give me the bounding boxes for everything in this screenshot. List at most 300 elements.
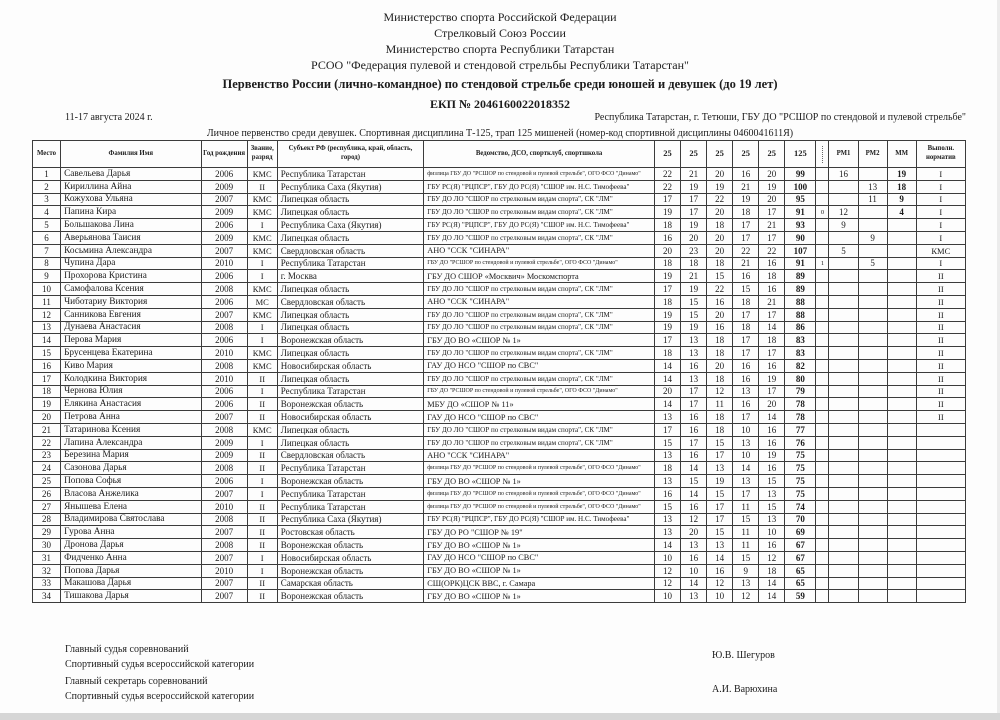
cell-region: Липецкая область (277, 423, 423, 436)
table-row (33, 577, 966, 590)
cell-name: Гурова Анна (61, 526, 201, 539)
cell-region: Воронежская область (277, 475, 423, 488)
cell-score-2: 19 (681, 219, 707, 232)
cell-mm (887, 372, 916, 385)
cell-name: Папина Кира (61, 206, 201, 219)
chief-secretary-role: Главный секретарь соревнований (65, 676, 208, 687)
cell-place: 23 (33, 449, 61, 462)
table-row (33, 347, 966, 360)
cell-year: 2007 (201, 411, 247, 424)
cell-rank: МС (247, 295, 277, 308)
cell-score-4: 16 (733, 270, 759, 283)
cell-year: 2007 (201, 308, 247, 321)
cell-score-2: 16 (681, 551, 707, 564)
cell-region: Республика Татарстан (277, 500, 423, 513)
cell-place: 14 (33, 334, 61, 347)
table-row (33, 449, 966, 462)
cell-score-5: 20 (759, 398, 785, 411)
cell-norm (916, 564, 965, 577)
meta-row (33, 112, 966, 125)
cell-club: ГБУ РС(Я) "РЦПСР", ГБУ ДО РС(Я) "СШОР им. Н.С. Тимофеева" (424, 219, 655, 232)
table-row (33, 385, 966, 398)
cell-norm (916, 577, 965, 590)
cell-score-3: 20 (707, 308, 733, 321)
cell-score-5: 16 (759, 436, 785, 449)
cell-score-5: 17 (759, 206, 785, 219)
cell-region: Липецкая область (277, 372, 423, 385)
cell-rank: КМС (247, 347, 277, 360)
cell-total: 88 (785, 295, 816, 308)
cell-score-3: 20 (707, 231, 733, 244)
cell-club: ГБУ ДО ЛО "СШОР по стрелковым видам спорта", СК "ЛМ" (424, 321, 655, 334)
cell-score-5: 10 (759, 526, 785, 539)
cell-total: 107 (785, 244, 816, 257)
cell-score-5: 17 (759, 347, 785, 360)
cell-shootoff (816, 475, 829, 488)
cell-shootoff (816, 283, 829, 296)
cell-place: 27 (33, 500, 61, 513)
cell-total: 91 (785, 257, 816, 270)
table-row (33, 244, 966, 257)
cell-region: Республика Татарстан (277, 168, 423, 181)
cell-norm (916, 526, 965, 539)
cell-total: 77 (785, 423, 816, 436)
cell-region: Свердловская область (277, 449, 423, 462)
col-header-region: Субъект РФ (республика, край, область, город) (277, 141, 423, 168)
cell-total: 75 (785, 475, 816, 488)
cell-rm1 (829, 295, 858, 308)
cell-mm (887, 385, 916, 398)
cell-rm2: 13 (858, 180, 887, 193)
cell-club: ГБУ ДО СШОР «Москвич» Москомспорта (424, 270, 655, 283)
cell-shootoff (816, 398, 829, 411)
cell-shootoff (816, 219, 829, 232)
col-header-series-2: 25 (681, 141, 707, 168)
cell-mm (887, 321, 916, 334)
cell-year: 2010 (201, 500, 247, 513)
cell-rm1 (829, 270, 858, 283)
cell-rm1 (829, 372, 858, 385)
cell-score-5: 21 (759, 295, 785, 308)
cell-rm2 (858, 487, 887, 500)
cell-club: ГБУ ДО ВО «СШОР № 1» (424, 475, 655, 488)
cell-score-4: 17 (733, 334, 759, 347)
cell-score-3: 18 (707, 219, 733, 232)
cell-place: 9 (33, 270, 61, 283)
cell-region: Воронежская область (277, 539, 423, 552)
cell-score-2: 19 (681, 283, 707, 296)
cell-total: 76 (785, 436, 816, 449)
cell-rm1 (829, 487, 858, 500)
cell-mm (887, 270, 916, 283)
cell-club: ГБУ ДО ЛО "СШОР по стрелковым видам спорта", СК "ЛМ" (424, 372, 655, 385)
cell-total: 67 (785, 539, 816, 552)
cell-rm2 (858, 526, 887, 539)
cell-total: 93 (785, 219, 816, 232)
cell-total: 59 (785, 590, 816, 603)
cell-rm2 (858, 219, 887, 232)
cell-club: ГБУ ДО ЛО "СШОР по стрелковым видам спорта", СК "ЛМ" (424, 423, 655, 436)
cell-score-4: 10 (733, 449, 759, 462)
cell-rm2 (858, 462, 887, 475)
cell-score-3: 17 (707, 513, 733, 526)
cell-score-3: 20 (707, 206, 733, 219)
cell-year: 2007 (201, 526, 247, 539)
cell-mm (887, 308, 916, 321)
cell-shootoff (816, 462, 829, 475)
cell-norm: II (916, 347, 965, 360)
cell-region: Новосибирская область (277, 359, 423, 372)
table-row (33, 168, 966, 181)
cell-score-2: 16 (681, 500, 707, 513)
table-row (33, 231, 966, 244)
org-line-2: Стрелковый Союз России (434, 26, 566, 40)
cell-rm2: 5 (858, 257, 887, 270)
cell-norm (916, 475, 965, 488)
cell-club: АНО "ССК "СИНАРА" (424, 295, 655, 308)
table-row (33, 295, 966, 308)
cell-mm (887, 334, 916, 347)
cell-year: 2007 (201, 577, 247, 590)
cell-norm: II (916, 385, 965, 398)
cell-score-1: 12 (654, 564, 680, 577)
cell-name: Петрова Анна (61, 411, 201, 424)
cell-score-1: 13 (654, 411, 680, 424)
cell-score-3: 10 (707, 590, 733, 603)
cell-year: 2009 (201, 231, 247, 244)
cell-score-3: 12 (707, 577, 733, 590)
cell-score-3: 14 (707, 551, 733, 564)
cell-rm2 (858, 513, 887, 526)
cell-score-2: 23 (681, 244, 707, 257)
cell-mm (887, 423, 916, 436)
cell-norm: I (916, 168, 965, 181)
cell-place: 29 (33, 526, 61, 539)
cell-shootoff (816, 385, 829, 398)
col-header-name: Фамилия Имя (61, 141, 201, 168)
cell-club: ГБУ ДО "РСШОР по стендовой и пулевой стрельбе", ОГО ФСО "Динамо" (424, 257, 655, 270)
cell-rm2 (858, 539, 887, 552)
cell-score-2: 13 (681, 539, 707, 552)
cell-score-3: 17 (707, 500, 733, 513)
cell-year: 2009 (201, 449, 247, 462)
cell-score-1: 17 (654, 423, 680, 436)
cell-score-4: 15 (733, 551, 759, 564)
cell-score-5: 17 (759, 308, 785, 321)
cell-score-5: 17 (759, 385, 785, 398)
cell-norm: II (916, 270, 965, 283)
col-header-series-4: 25 (733, 141, 759, 168)
cell-club: ГАУ ДО НСО "СШОР по СВС" (424, 551, 655, 564)
cell-score-1: 14 (654, 372, 680, 385)
cell-score-3: 15 (707, 487, 733, 500)
cell-shootoff (816, 168, 829, 181)
cell-rank: I (247, 219, 277, 232)
cell-norm (916, 500, 965, 513)
cell-score-2: 17 (681, 206, 707, 219)
cell-name: Попова Дарья (61, 564, 201, 577)
cell-region: Липецкая область (277, 193, 423, 206)
cell-score-3: 20 (707, 168, 733, 181)
cell-club: ГАУ ДО НСО "СШОР по СВС" (424, 411, 655, 424)
cell-score-3: 13 (707, 539, 733, 552)
cell-rm2 (858, 347, 887, 360)
cell-club: ГБУ ДО ЛО "СШОР по стрелковым видам спорта", СК "ЛМ" (424, 231, 655, 244)
cell-score-3: 18 (707, 257, 733, 270)
cell-norm: II (916, 398, 965, 411)
cell-score-1: 13 (654, 526, 680, 539)
table-row (33, 334, 966, 347)
cell-shootoff (816, 308, 829, 321)
cell-rm1: 5 (829, 244, 858, 257)
cell-shootoff (816, 500, 829, 513)
results-table (32, 140, 966, 603)
cell-year: 2008 (201, 359, 247, 372)
cell-rm2 (858, 283, 887, 296)
cell-score-4: 18 (733, 295, 759, 308)
cell-club: ГБУ ДО ЛО "СШОР по стрелковым видам спорта", СК "ЛМ" (424, 308, 655, 321)
cell-rank: I (247, 487, 277, 500)
cell-total: 67 (785, 551, 816, 564)
cell-score-1: 16 (654, 231, 680, 244)
cell-score-4: 17 (733, 411, 759, 424)
cell-rm2 (858, 577, 887, 590)
table-row (33, 308, 966, 321)
cell-club: ГБУ РС(Я) "РЦПСР", ГБУ ДО РС(Я) "СШОР им. Н.С. Тимофеева" (424, 513, 655, 526)
col-header-club: Ведомство, ДСО, спортклуб, спортшкола (424, 141, 655, 168)
cell-mm (887, 564, 916, 577)
cell-year: 2007 (201, 193, 247, 206)
cell-year: 2010 (201, 347, 247, 360)
cell-norm (916, 487, 965, 500)
cell-rank: II (247, 526, 277, 539)
shootoff-header-mark (822, 146, 823, 163)
cell-place: 34 (33, 590, 61, 603)
cell-score-2: 10 (681, 564, 707, 577)
cell-total: 100 (785, 180, 816, 193)
cell-year: 2009 (201, 206, 247, 219)
cell-rank: II (247, 590, 277, 603)
chief-judge-category: Спортивный судья всероссийской категории (65, 658, 255, 670)
cell-score-1: 18 (654, 295, 680, 308)
cell-club: физлица ГБУ ДО "РСШОР по стендовой и пулевой стрельбе", ОГО ФСО "Динамо" (424, 500, 655, 513)
table-body (33, 168, 966, 603)
cell-rm1 (829, 359, 858, 372)
cell-club: СШ(ОРК)ЦСК ВВС, г. Самара (424, 577, 655, 590)
cell-rm2 (858, 423, 887, 436)
cell-name: Елякина Анастасия (61, 398, 201, 411)
cell-place: 13 (33, 321, 61, 334)
cell-rm1 (829, 551, 858, 564)
cell-score-4: 9 (733, 564, 759, 577)
cell-name: Самофалова Ксения (61, 283, 201, 296)
cell-score-3: 22 (707, 193, 733, 206)
cell-total: 91 (785, 206, 816, 219)
cell-mm (887, 449, 916, 462)
cell-mm: 9 (887, 193, 916, 206)
cell-year: 2008 (201, 321, 247, 334)
cell-shootoff (816, 577, 829, 590)
cell-rm1 (829, 462, 858, 475)
cell-score-5: 22 (759, 244, 785, 257)
cell-mm: 18 (887, 180, 916, 193)
cell-rm2 (858, 449, 887, 462)
cell-score-1: 20 (654, 385, 680, 398)
cell-score-3: 18 (707, 372, 733, 385)
cell-place: 28 (33, 513, 61, 526)
cell-score-1: 12 (654, 577, 680, 590)
cell-name: Попова Софья (61, 475, 201, 488)
cell-score-3: 20 (707, 244, 733, 257)
cell-mm (887, 219, 916, 232)
cell-mm (887, 539, 916, 552)
cell-score-5: 16 (759, 359, 785, 372)
cell-shootoff (816, 231, 829, 244)
cell-rank: II (247, 372, 277, 385)
cell-club: МБУ ДО «СШОР № 11» (424, 398, 655, 411)
cell-score-2: 17 (681, 436, 707, 449)
cell-rank: КМС (247, 168, 277, 181)
cell-norm: II (916, 372, 965, 385)
cell-mm: 19 (887, 168, 916, 181)
cell-mm (887, 590, 916, 603)
chief-secretary-category: Спортивный судья всероссийской категории (65, 690, 255, 702)
cell-rm2 (858, 359, 887, 372)
cell-score-3: 15 (707, 436, 733, 449)
cell-score-4: 16 (733, 372, 759, 385)
cell-place: 30 (33, 539, 61, 552)
cell-region: Воронежская область (277, 334, 423, 347)
cell-score-2: 16 (681, 423, 707, 436)
cell-score-3: 18 (707, 423, 733, 436)
cell-score-4: 17 (733, 347, 759, 360)
cell-rank: II (247, 539, 277, 552)
cell-shootoff (816, 487, 829, 500)
cell-score-5: 13 (759, 487, 785, 500)
cell-rank: I (247, 270, 277, 283)
cell-score-3: 15 (707, 270, 733, 283)
cell-club: ГБУ ДО ВО «СШОР № 1» (424, 590, 655, 603)
cell-year: 2007 (201, 551, 247, 564)
cell-score-4: 17 (733, 487, 759, 500)
cell-rm1 (829, 334, 858, 347)
cell-year: 2007 (201, 244, 247, 257)
cell-score-5: 13 (759, 513, 785, 526)
cell-rm1 (829, 590, 858, 603)
cell-place: 17 (33, 372, 61, 385)
cell-name: Тишакова Дарья (61, 590, 201, 603)
cell-year: 2008 (201, 423, 247, 436)
cell-name: Большакова Лина (61, 219, 201, 232)
cell-score-5: 21 (759, 219, 785, 232)
cell-rm1 (829, 385, 858, 398)
chief-judge-block (65, 643, 254, 672)
cell-rank: I (247, 551, 277, 564)
cell-total: 83 (785, 347, 816, 360)
cell-name: Фидченко Анна (61, 551, 201, 564)
cell-mm (887, 475, 916, 488)
cell-region: Самарская область (277, 577, 423, 590)
cell-score-5: 17 (759, 231, 785, 244)
col-header-mm: ММ (887, 141, 916, 168)
cell-score-3: 19 (707, 475, 733, 488)
cell-score-5: 20 (759, 193, 785, 206)
table-row (33, 487, 966, 500)
cell-year: 2007 (201, 590, 247, 603)
cell-shootoff: 0 (816, 206, 829, 219)
cell-rm2 (858, 270, 887, 283)
cell-year: 2006 (201, 334, 247, 347)
cell-year: 2009 (201, 436, 247, 449)
cell-shootoff (816, 270, 829, 283)
cell-place: 31 (33, 551, 61, 564)
cell-score-1: 14 (654, 539, 680, 552)
cell-name: Колодкина Виктория (61, 372, 201, 385)
cell-score-2: 14 (681, 462, 707, 475)
cell-score-3: 18 (707, 347, 733, 360)
cell-score-1: 19 (654, 308, 680, 321)
cell-club: ГБУ ДО "РСШОР по стендовой и пулевой стрельбе", ОГО ФСО "Динамо" (424, 385, 655, 398)
cell-region: Новосибирская область (277, 551, 423, 564)
cell-rm2 (858, 551, 887, 564)
cell-score-1: 17 (654, 193, 680, 206)
table-row (33, 590, 966, 603)
table-row (33, 564, 966, 577)
cell-mm (887, 526, 916, 539)
cell-mm (887, 257, 916, 270)
header-row (33, 141, 966, 168)
cell-club: ГБУ РС(Я) "РЦПСР", ГБУ ДО РС(Я) "СШОР им. Н.С. Тимофеева" (424, 180, 655, 193)
cell-shootoff (816, 347, 829, 360)
table-row (33, 500, 966, 513)
cell-name: Власова Анжелика (61, 487, 201, 500)
cell-year: 2010 (201, 257, 247, 270)
cell-club: ГБУ ДО ВО «СШОР № 1» (424, 564, 655, 577)
cell-shootoff (816, 411, 829, 424)
cell-score-5: 18 (759, 270, 785, 283)
col-header-series-3: 25 (707, 141, 733, 168)
cell-rm2 (858, 321, 887, 334)
cell-total: 75 (785, 462, 816, 475)
cell-region: Свердловская область (277, 295, 423, 308)
cell-name: Перова Мария (61, 334, 201, 347)
cell-place: 8 (33, 257, 61, 270)
cell-region: Республика Татарстан (277, 462, 423, 475)
cell-rm2 (858, 398, 887, 411)
cell-mm (887, 283, 916, 296)
cell-name: Чернова Юлия (61, 385, 201, 398)
cell-score-5: 19 (759, 180, 785, 193)
cell-total: 89 (785, 283, 816, 296)
cell-norm (916, 423, 965, 436)
table-row (33, 513, 966, 526)
cell-score-1: 15 (654, 500, 680, 513)
cell-rank: II (247, 513, 277, 526)
cell-place: 25 (33, 475, 61, 488)
cell-place: 7 (33, 244, 61, 257)
cell-rm1: 9 (829, 219, 858, 232)
cell-total: 69 (785, 526, 816, 539)
cell-name: Сазонова Дарья (61, 462, 201, 475)
cell-rank: I (247, 321, 277, 334)
cell-name: Дунаева Анастасия (61, 321, 201, 334)
cell-name: Татаринова Ксения (61, 423, 201, 436)
table-row (33, 257, 966, 270)
cell-region: Воронежская область (277, 590, 423, 603)
cell-mm (887, 462, 916, 475)
col-header-shootoff (816, 141, 829, 168)
cell-total: 65 (785, 577, 816, 590)
